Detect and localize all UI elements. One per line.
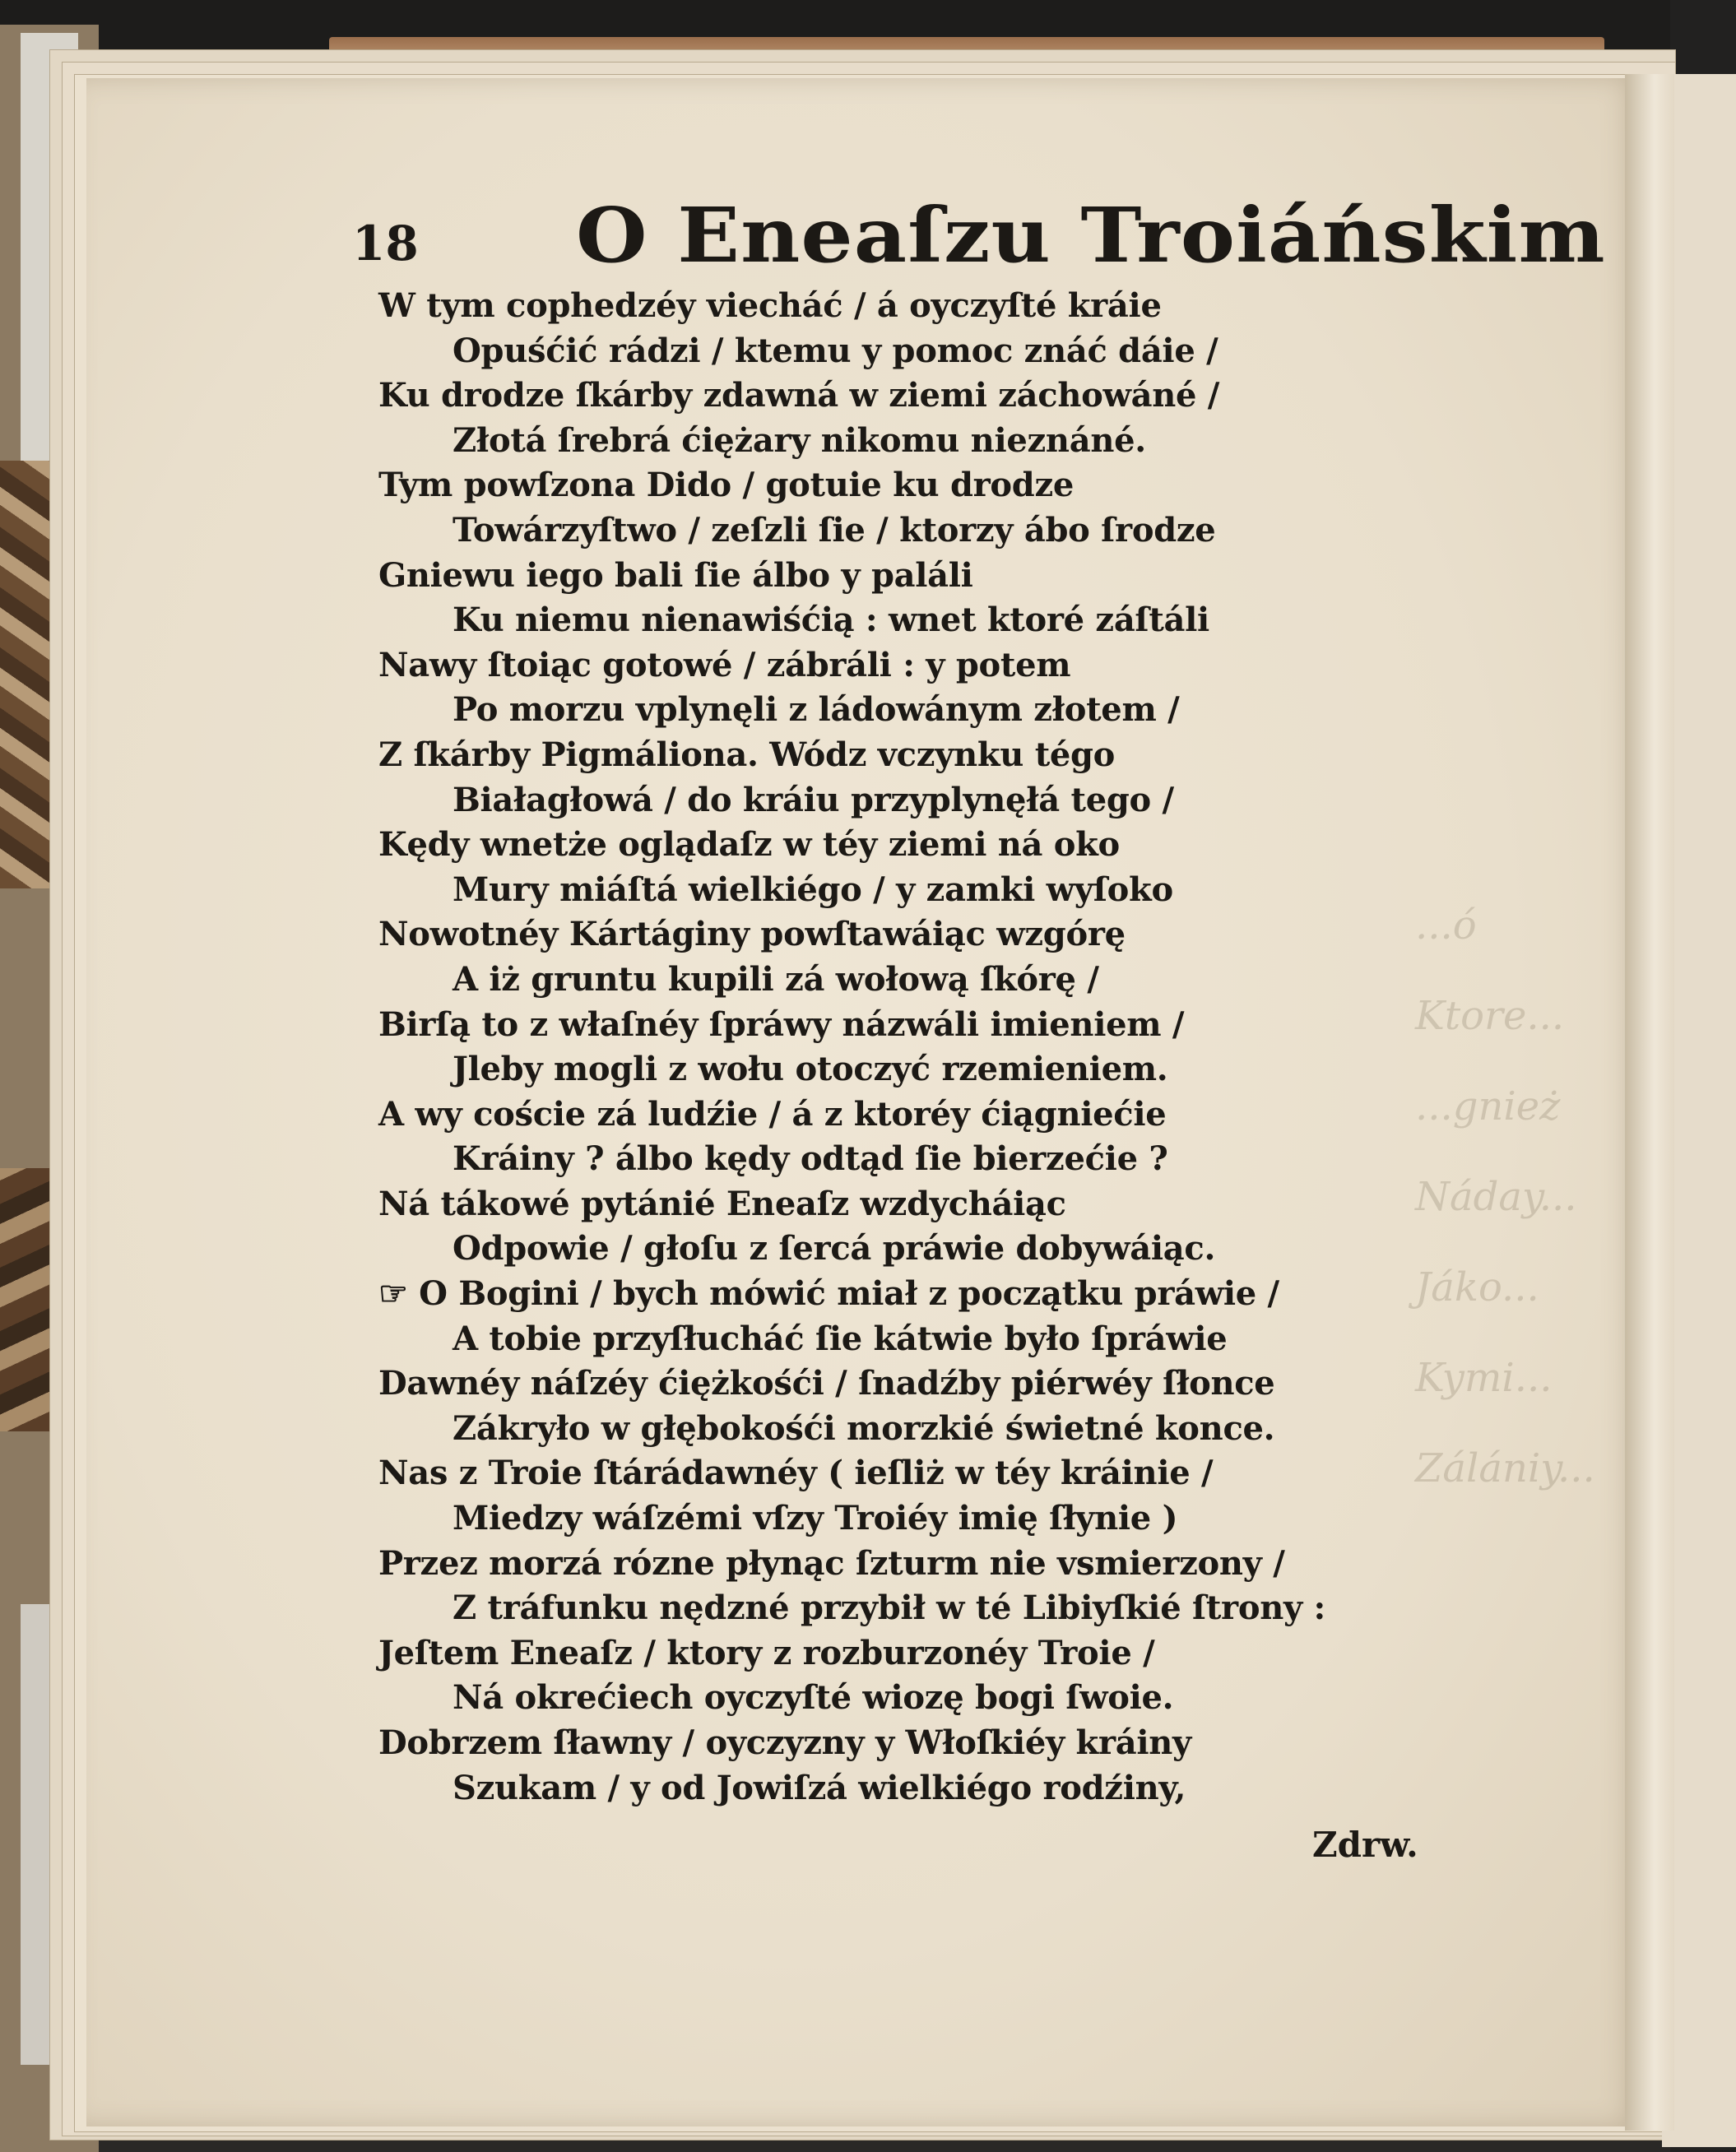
running-title: O Eneaſzu Troiáńskim [576,191,1606,280]
show-through-text [1415,880,1629,1514]
verse-line: Ná okrećiech oyczyſté wiozę bogi ſwoie. [453,1678,1174,1718]
verse-line: Złotá ſrebrá ćiężary nikomu nieznáné. [453,420,1146,460]
verse-line: Ku niemu nienawiśćią : wnet ktoré záſtáli [453,601,1209,640]
verse-line: Odpowie / głoſu z ſercá práwie dobywáiąc. [453,1229,1216,1268]
verse-line: Dobrzem ſławny / oyczyzny y Włoſkiéy kráiny [378,1723,1191,1762]
verse-line: Jleby mogli z wołu otoczyć rzemieniem. [453,1050,1168,1089]
show-through-line: Kymi... [1415,1355,1553,1401]
show-through-line: Náday... [1415,1174,1577,1220]
verse-line: Ku drodze ſkárby zdawná w ziemi záchowáné / [378,376,1220,415]
verse-line: A iż gruntu kupili zá wołową ſkórę / [453,959,1099,999]
verse-text [378,284,1325,1811]
verse-line: Po morzu vplynęli z ládowánym złotem / [453,690,1180,730]
verse-line: Zákryło w głębokośći morzkié świetné konce. [453,1408,1275,1448]
verse-line: Jeſtem Eneaſz / ktory z rozburzonéy Troie / [378,1633,1155,1672]
verse-line: Tym powſzona Dido / gotuie ku drodze [378,466,1075,505]
verse-line: Nawy ſtoiąc gotowé / zábráli : y potem [378,645,1071,684]
verse-line: Mury miáſtá wielkiégo / y zamki wyſoko [453,870,1173,909]
verse-line: Kędy wnetże oglądaſz w téy ziemi ná oko [378,825,1120,865]
verse-line: Nowotnéy Kártáginy powſtawáiąc wzgórę [378,915,1126,954]
page-gutter [1625,74,1674,2131]
verse-line: Ná tákowé pytánié Eneaſz wzdycháiąc [378,1184,1066,1223]
catchword: Zdrw. [1312,1825,1418,1865]
verse-line: A wy coście zá ludźie / á z ktoréy ćiągniećie [378,1094,1167,1134]
verse-line: Birſą to z właſnéy ſpráwy názwáli imieniem / [378,1004,1185,1044]
verse-line: ☞ O Bogini / bych mówić miał z początku práwie / [378,1274,1279,1314]
verse-line: Nas z Troie ſtárádawnéy ( ieſliż w téy kráinie / [378,1454,1214,1493]
show-through-line: Jáko... [1415,1264,1539,1310]
verse-line: Dawnéy náſzéy ćiężkośći / ſnadźby piérwéy ſłonce [378,1364,1275,1403]
show-through-line: Ktore... [1415,993,1565,1039]
verse-line: Przez morzá rózne płynąc ſzturm nie vsmierzony / [378,1543,1285,1583]
verse-line: Gniewu iego bali ſie álbo y paláli [378,555,973,595]
verse-line: Białagłowá / do kráiu przyplynęłá tego / [453,780,1174,819]
verse-line: Towárzyſtwo / zeſzli ſie / ktorzy ábo ſrodze [453,510,1216,550]
show-through-line: Zálániy... [1415,1445,1595,1491]
page-number: 18 [352,216,419,271]
verse-line: Miedzy wáſzémi vſzy Troiéy imię ſłynie ) [453,1499,1178,1538]
verse-line: Z tráfunku nędzné przybił w té Libiyſkié ſtrony : [453,1588,1326,1628]
verse-line: Szukam / y od Jowiſzá wielkiégo rodźiny, [453,1768,1186,1807]
verse-line: Z ſkárby Pigmáliona. Wódz vczynku tégo [378,735,1116,774]
verse-line: W tym cophedzéy viecháć / á oyczyſté kráie [378,286,1162,325]
verse-line: Kráiny ? álbo kędy odtąd ſie bierzećie ? [453,1139,1168,1179]
verse-line: A tobie przyſłucháć ſie kátwie było ſpráwie [453,1319,1228,1358]
verse-line: Opuśćić rádzi / ktemu y pomoc znáć dáie / [453,331,1218,370]
show-through-line: ...gnież [1415,1083,1561,1129]
show-through-line: ...ó [1415,902,1477,948]
